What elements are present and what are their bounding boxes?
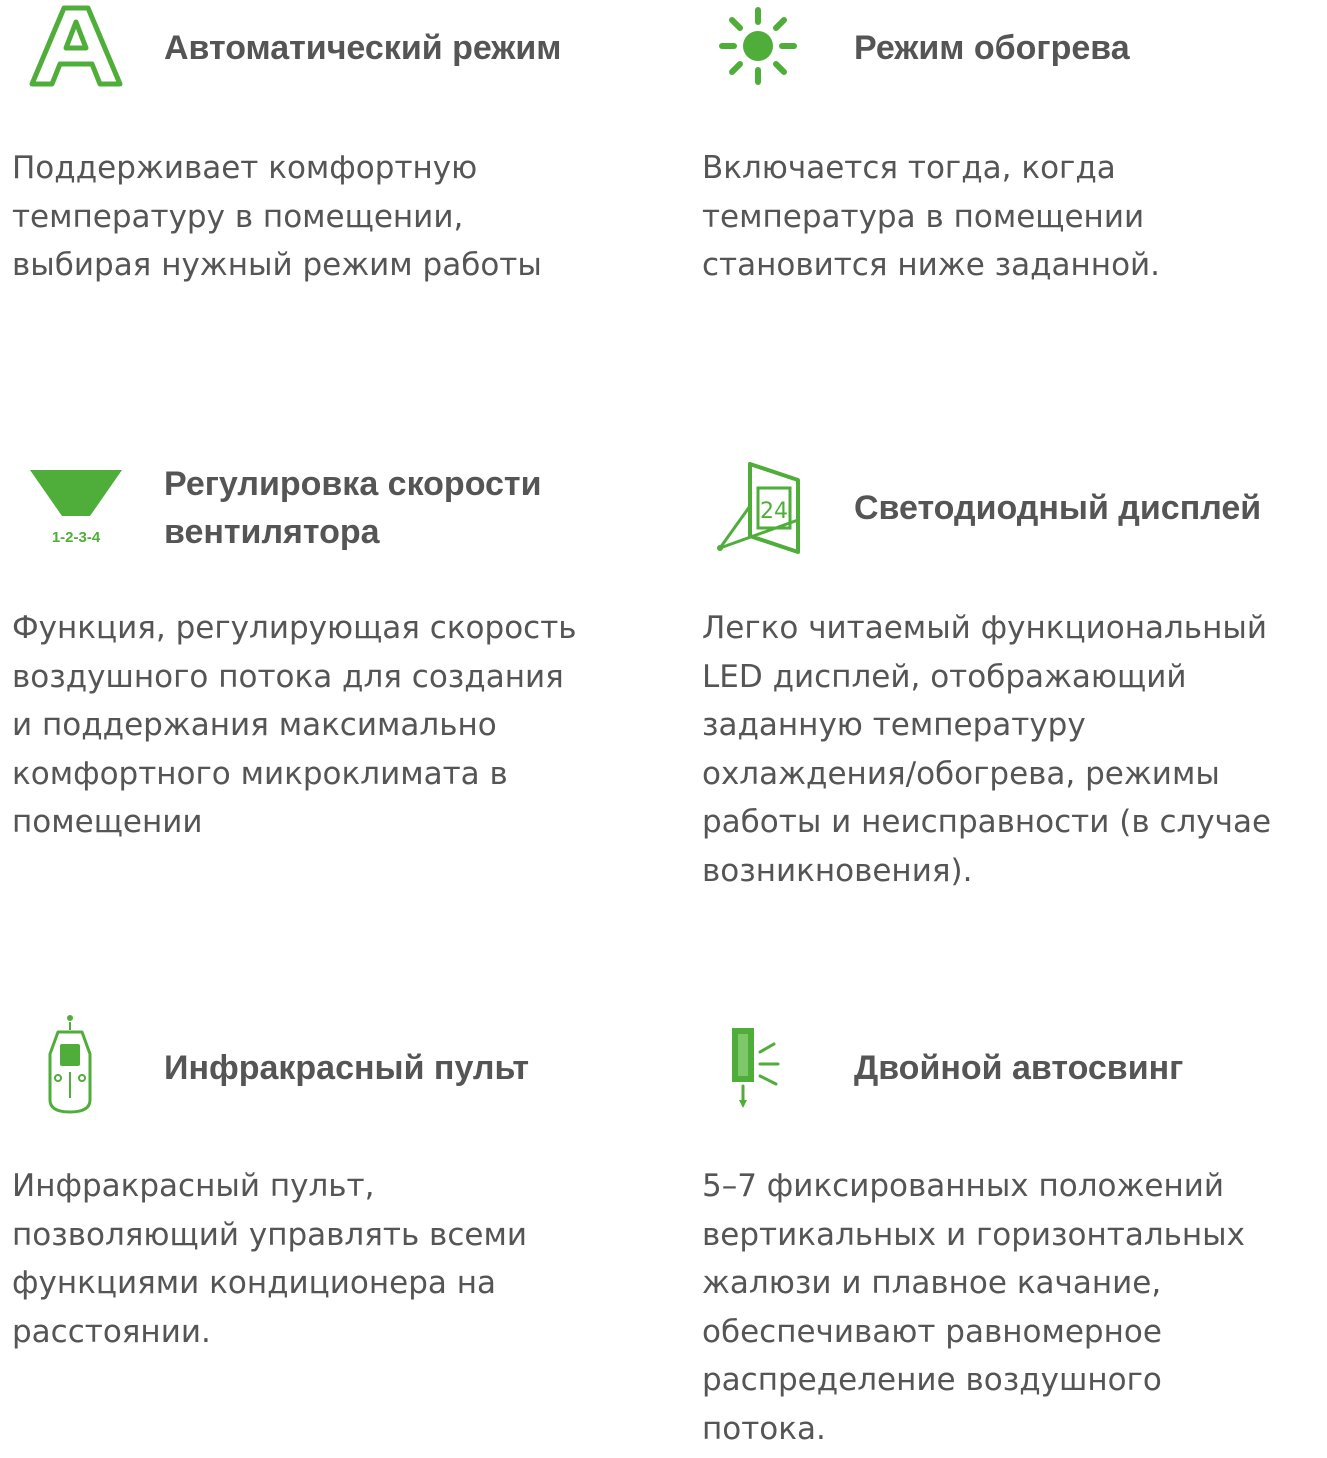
feature-led-display bbox=[702, 456, 1322, 916]
feature-title: Регулировка скорости вентилятора bbox=[164, 465, 542, 551]
fan-speed-levels-text: 1-2-3-4 bbox=[51, 529, 101, 546]
infrared-remote-icon bbox=[42, 1012, 98, 1116]
feature-title: Автоматический режим bbox=[164, 29, 562, 67]
fan-speed-funnel-icon bbox=[28, 468, 124, 548]
feature-description: 5–7 фиксированных положений вертикальных и горизонтальных жалюзи и плавное качание, обеспечивают равномерное распределение воздушного потока. bbox=[702, 1168, 1245, 1447]
feature-title: Режим обогрева bbox=[854, 29, 1130, 67]
feature-description: Функция, регулирующая скорость воздушного потока для создания и поддержания максимально комфортного микроклимата в помещении bbox=[12, 610, 577, 840]
led-display-icon bbox=[716, 460, 802, 556]
feature-description: Легко читаемый функциональный LED дисплей, отображающий заданную температуру охлаждения/обогрева, режимы работы и неисправности (в случае возникновения). bbox=[702, 610, 1272, 889]
sun-heating-icon bbox=[718, 6, 798, 86]
feature-double-autoswing bbox=[702, 1010, 1322, 1450]
feature-title: Инфракрасный пульт bbox=[164, 1049, 530, 1087]
auto-mode-letter-a-icon bbox=[28, 4, 124, 88]
feature-description: Инфракрасный пульт, позволяющий управлять всеми функциями кондиционера на расстоянии. bbox=[12, 1168, 527, 1350]
led-display-number: 24 bbox=[760, 499, 788, 524]
feature-title: Двойной автосвинг bbox=[854, 1049, 1184, 1087]
feature-infrared-remote bbox=[12, 1010, 652, 1390]
feature-title: Светодиодный дисплей bbox=[854, 489, 1262, 527]
feature-auto-mode bbox=[12, 0, 652, 320]
feature-description: Поддерживает комфортную температуру в помещении, выбирая нужный режим работы bbox=[12, 150, 542, 283]
feature-description: Включается тогда, когда температура в помещении становится ниже заданной. bbox=[702, 150, 1161, 283]
feature-fan-speed bbox=[12, 456, 652, 876]
double-autoswing-icon bbox=[722, 1024, 792, 1114]
feature-heating-mode bbox=[702, 0, 1322, 320]
